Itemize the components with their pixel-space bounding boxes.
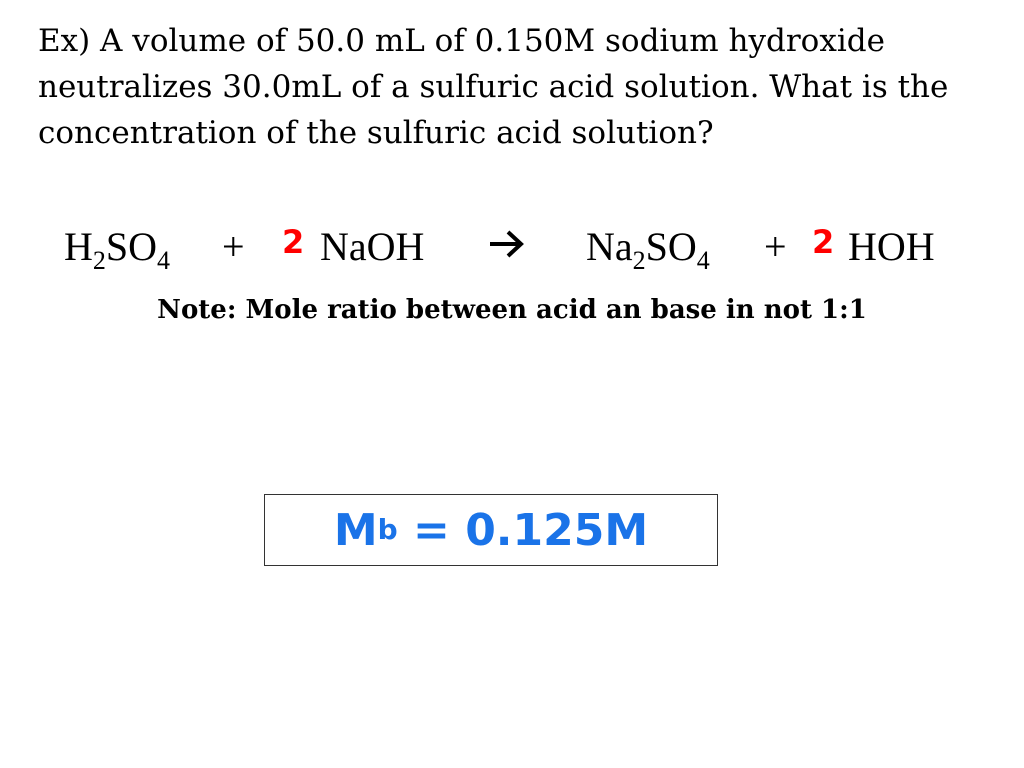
answer-symbol: M (333, 504, 378, 556)
question-text: Ex) A volume of 50.0 mL of 0.150M sodium hydroxide neutralizes 30.0mL of a sulfuric acid solution. What is the concentration of the sulfuric acid solution? (38, 23, 949, 151)
plus-sign-1: + (222, 224, 245, 269)
formula-h: H (64, 224, 93, 269)
answer-box: M b = 0.125M (264, 494, 718, 566)
plus-sign-2: + (764, 224, 787, 269)
note-text: Note: Mole ratio between acid an base in not 1:1 (157, 295, 867, 325)
reactant-sodium-hydroxide: NaOH (320, 224, 425, 269)
reactant-sulfuric-acid (64, 222, 171, 275)
formula-na-subscript: 2 (632, 246, 646, 275)
formula-so: SO (645, 224, 697, 269)
arrow-right-icon (486, 224, 526, 264)
formula-so-subscript: 4 (157, 246, 171, 275)
coefficient-naoh: 2 (282, 223, 305, 261)
product-sodium-sulfate (586, 222, 710, 275)
product-water: HOH (848, 224, 935, 269)
answer-value: = 0.125M (397, 504, 649, 556)
formula-na: Na (586, 224, 633, 269)
formula-h-subscript: 2 (92, 246, 106, 275)
coefficient-hoh: 2 (812, 223, 835, 261)
formula-so-subscript: 4 (696, 246, 710, 275)
formula-so: SO (105, 224, 158, 269)
